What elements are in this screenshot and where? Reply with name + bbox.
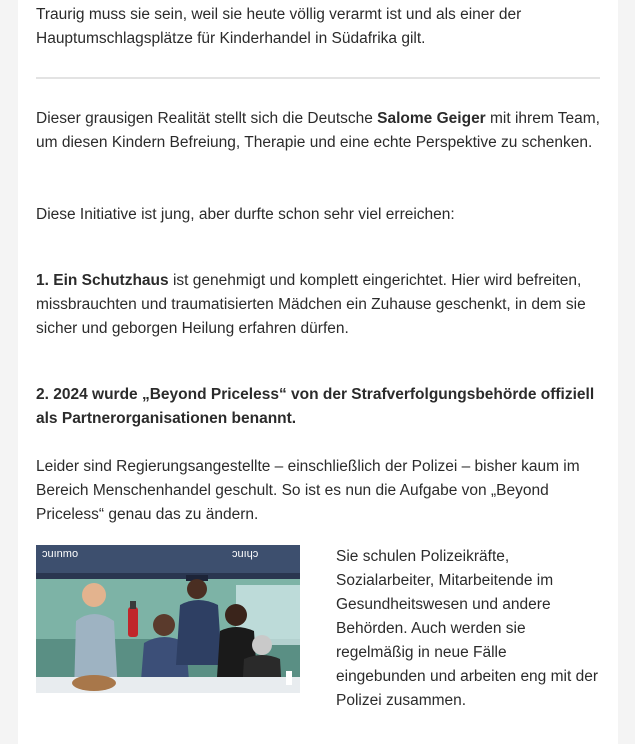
police-training-photo — [36, 545, 300, 693]
intro-paragraph: Traurig muss sie sein, weil sie heute völlig verarmt ist und als einer der Hauptumschlagsplätze für Kinderhandel in Südafrika gilt. — [36, 6, 522, 47]
photo-banner-text-left: ɔuınmo — [42, 548, 79, 560]
initiative-paragraph: Diese Initiative ist jung, aber durfte schon sehr viel erreichen: — [36, 206, 455, 223]
point-one-paragraph — [36, 269, 602, 341]
point-one-text: ist genehmigt und komplett eingerichtet. Hier wird befreiten, missbrauchten und traumatisierten Mädchen ein Zuhause geschenkt, in dem sie sicher und geborgen Heilung erfahren dürfen. — [36, 272, 586, 337]
training-side-paragraph: Sie schulen Polizeikräfte, Sozialarbeiter, Mitarbeitende im Gesundheitswesen und andere Behörden. Auch werden sie regelmäßig in neue Fälle eingebunden und arbeiten eng mit der Polizei zusammen. — [336, 548, 598, 709]
point-two-heading: 2. 2024 wurde „Beyond Priceless“ von der Strafverfolgungsbehörde offiziell als Partnerorganisationen benannt. — [36, 386, 595, 427]
salome-text-after: mit ihrem Team, um diesen Kindern Befreiung, Therapie und eine echte Perspektive zu schenken. — [36, 110, 600, 151]
salome-name: Salome Geiger — [377, 110, 486, 127]
section-divider — [36, 77, 600, 79]
salome-paragraph — [36, 107, 602, 155]
point-one-title: 1. Ein Schutzhaus — [36, 272, 169, 289]
photo-banner-text-right: ɔuıɥɔ — [232, 548, 259, 560]
salome-text-before: Dieser grausigen Realität stellt sich die Deutsche — [36, 110, 378, 127]
police-training-paragraph: Leider sind Regierungsangestellte – einschließlich der Polizei – bisher kaum im Bereich Menschenhandel geschult. So ist es nun die Aufgabe von „Beyond Priceless“ genau das zu ändern. — [36, 458, 580, 523]
newsletter-card — [18, 0, 618, 744]
